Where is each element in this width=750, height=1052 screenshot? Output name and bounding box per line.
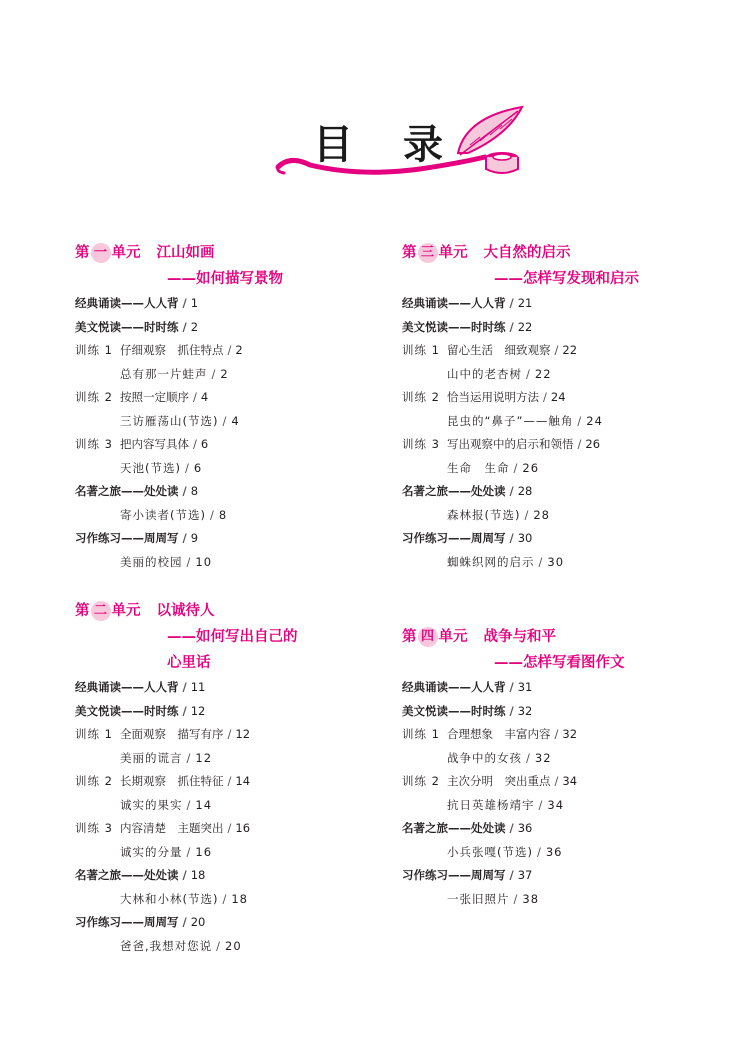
separator: / — [536, 844, 542, 859]
entry-title: 大林和小林(节选) — [120, 891, 219, 906]
entry-title: 主次分明 突出重点 — [447, 774, 551, 788]
separator: / — [209, 507, 215, 522]
training-label: 训练 2 — [75, 774, 113, 788]
separator: / — [577, 413, 583, 428]
separator: / — [524, 507, 530, 522]
entry-title: 全面观察 描写有序 — [120, 727, 224, 741]
toc-section-entry — [402, 480, 722, 504]
toc-article-entry — [402, 888, 722, 912]
toc-article-entry — [75, 363, 395, 387]
page-number: 32 — [562, 727, 578, 741]
toc-entries — [402, 676, 722, 911]
separator: / — [513, 891, 519, 906]
entry-title: 蜘蛛织网的启示 — [447, 554, 535, 569]
separator: / — [227, 727, 232, 741]
page-number: 11 — [190, 680, 206, 694]
entry-title: 仔细观察 抓住特点 — [120, 343, 224, 357]
page-number: 10 — [195, 554, 213, 569]
separator: / — [509, 680, 514, 694]
entry-title: 习作练习——周周写 — [402, 868, 506, 882]
separator: / — [186, 750, 192, 765]
separator: / — [222, 413, 228, 428]
training-label: 训练 3 — [402, 437, 440, 451]
separator: / — [182, 915, 187, 929]
toc-article-entry — [402, 457, 722, 481]
entry-title: 抗日英雄杨靖宇 — [447, 797, 535, 812]
toc-training-entry — [402, 770, 722, 794]
toc-article-entry — [402, 794, 722, 818]
page-number: 18 — [231, 891, 248, 906]
toc-section-entry — [75, 700, 395, 724]
toc-training-entry — [75, 723, 395, 747]
separator: / — [513, 460, 519, 475]
separator: / — [211, 366, 217, 381]
entry-title: 名著之旅——处处读 — [402, 821, 506, 835]
page-number: 21 — [517, 296, 533, 310]
separator: / — [193, 390, 197, 404]
unit-number-badge: 三 — [418, 243, 438, 263]
toc-section-entry — [75, 527, 395, 551]
entry-title: 恰当运用说明方法 — [447, 390, 539, 404]
training-label: 训练 1 — [402, 727, 440, 741]
training-label: 训练 2 — [75, 390, 113, 404]
page-number: 2 — [235, 343, 243, 357]
page-number: 28 — [533, 507, 550, 522]
unit-name: 战争与和平 — [483, 629, 556, 645]
entry-title: 一张旧照片 — [447, 891, 510, 906]
separator: / — [526, 750, 531, 765]
separator: / — [509, 703, 514, 718]
training-label: 训练 2 — [402, 390, 440, 404]
separator: / — [554, 774, 559, 788]
unit-subtitle-cont: 心里话 — [167, 655, 211, 671]
unit-heading: 第 四 单元 战争与和平 — [402, 629, 556, 645]
page-number: 30 — [547, 554, 565, 569]
entry-title: 习作练习——周周写 — [75, 915, 179, 929]
entry-title: 山中的老杏树 — [447, 366, 522, 381]
page-number: 12 — [195, 750, 213, 765]
toc-article-entry — [402, 841, 722, 865]
separator: / — [193, 437, 197, 451]
page-number: 6 — [193, 460, 203, 475]
entry-title: 三访雁荡山(节选) — [120, 413, 219, 428]
page-number: 36 — [545, 844, 563, 859]
toc-entries — [402, 292, 722, 574]
page-number: 12 — [190, 703, 206, 718]
separator: / — [509, 484, 514, 498]
toc-section-entry — [402, 864, 722, 888]
separator: / — [182, 319, 187, 334]
toc-article-entry — [402, 363, 722, 387]
page-number: 6 — [200, 437, 209, 451]
separator: / — [186, 797, 192, 812]
page-number: 24 — [550, 390, 566, 404]
entry-title: 留心生活 细致观察 — [447, 343, 551, 357]
separator: / — [216, 938, 222, 953]
entry-title: 名著之旅——处处读 — [75, 868, 179, 882]
toc-training-entry — [402, 433, 722, 457]
unit-heading: 第 三 单元 大自然的启示 — [402, 245, 571, 261]
separator: / — [554, 727, 559, 741]
toc-section-entry — [402, 316, 722, 340]
page-number: 22 — [517, 319, 533, 334]
entry-title: 美丽的校园 — [120, 554, 183, 569]
unit-number-badge: 二 — [91, 601, 111, 621]
entry-title: 按照一定顺序 — [120, 390, 189, 404]
toc-training-entry — [75, 339, 395, 363]
page-number: 30 — [517, 531, 533, 545]
entry-title: 合理想象 丰富内容 — [447, 727, 551, 741]
page-number: 22 — [534, 366, 552, 381]
separator: / — [182, 484, 187, 498]
toc-training-entry — [75, 386, 395, 410]
toc-training-entry — [75, 770, 395, 794]
toc-section-entry — [75, 864, 395, 888]
toc-article-entry — [75, 888, 395, 912]
toc-article-entry — [402, 747, 722, 771]
training-label: 训练 3 — [75, 821, 113, 835]
separator: / — [184, 460, 190, 475]
page-number: 28 — [517, 484, 533, 498]
separator: / — [182, 703, 187, 718]
separator: / — [182, 680, 187, 694]
entry-title: 内容清楚 主题突出 — [120, 821, 224, 835]
page-number: 26 — [522, 460, 540, 475]
unit-subtitle: ——如何描写景物 — [167, 271, 283, 287]
page-number: 34 — [547, 797, 565, 812]
entry-title: 爸爸,我想对您说 — [120, 938, 213, 953]
entry-title: 昆虫的“鼻子”——触角 — [447, 413, 574, 428]
entry-title: 长期观察 抓住特征 — [120, 774, 224, 788]
entry-title: 总有那一片蛙声 — [120, 366, 208, 381]
entry-title: 诚实的果实 — [120, 797, 183, 812]
page-number: 16 — [195, 844, 213, 859]
toc-training-entry — [402, 339, 722, 363]
page-number: 2 — [190, 319, 199, 334]
training-label: 训练 3 — [75, 437, 113, 451]
separator: / — [577, 437, 582, 451]
separator: / — [543, 390, 547, 404]
unit-number-badge: 四 — [418, 627, 438, 647]
separator: / — [222, 891, 228, 906]
page-header — [270, 95, 550, 185]
unit-4 — [402, 624, 722, 911]
toc-training-entry — [75, 817, 395, 841]
unit-heading: 第 二 单元 以诚待人 — [75, 603, 215, 619]
toc-section-entry — [75, 480, 395, 504]
toc-training-entry — [75, 433, 395, 457]
page-number: 32 — [517, 703, 533, 718]
page-number: 12 — [235, 727, 251, 741]
training-label: 训练 2 — [402, 774, 440, 788]
separator: / — [538, 554, 544, 569]
page-number: 18 — [190, 868, 206, 882]
toc-section-entry — [75, 292, 395, 316]
unit-name: 大自然的启示 — [483, 245, 571, 261]
training-label: 训练 1 — [75, 343, 113, 357]
toc-section-entry — [75, 676, 395, 700]
toc-article-entry — [75, 551, 395, 575]
separator: / — [554, 343, 559, 357]
page-number: 24 — [586, 413, 603, 428]
page-number: 37 — [517, 868, 533, 882]
entry-title: 小兵张嘎(节选) — [447, 844, 533, 859]
entry-title: 美文悦读——时时练 — [402, 319, 506, 334]
unit-name: 江山如画 — [156, 245, 215, 261]
page-number: 20 — [190, 915, 206, 929]
toc-section-entry — [402, 676, 722, 700]
toc-article-entry — [75, 794, 395, 818]
entry-title: 习作练习——周周写 — [75, 531, 179, 545]
page-number: 16 — [235, 821, 251, 835]
separator: / — [509, 296, 514, 310]
separator: / — [227, 774, 232, 788]
page-number: 4 — [200, 390, 209, 404]
separator: / — [509, 821, 514, 835]
separator: / — [509, 868, 514, 882]
separator: / — [227, 343, 232, 357]
toc-section-entry — [402, 527, 722, 551]
page-number: 34 — [562, 774, 578, 788]
entry-title: 经典诵读——人人背 — [402, 296, 506, 310]
page-number: 32 — [534, 750, 552, 765]
toc-article-entry — [75, 935, 395, 959]
page-number: 4 — [231, 413, 240, 428]
page-number: 2 — [220, 366, 229, 381]
toc-article-entry — [402, 410, 722, 434]
separator: / — [538, 797, 544, 812]
page-number: 38 — [522, 891, 540, 906]
toc-section-entry — [75, 911, 395, 935]
entry-title: 经典诵读——人人背 — [75, 680, 179, 694]
toc-section-entry — [402, 700, 722, 724]
page-number: 31 — [517, 680, 533, 694]
page-number: 9 — [190, 531, 199, 545]
separator: / — [526, 366, 531, 381]
unit-1 — [75, 240, 395, 574]
page-number: 14 — [195, 797, 213, 812]
unit-subtitle: ——怎样写发现和启示 — [494, 271, 639, 287]
separator: / — [182, 296, 187, 310]
page-number: 26 — [585, 437, 601, 451]
toc-entries — [75, 292, 395, 574]
toc-entries — [75, 676, 395, 958]
unit-subtitle: ——怎样写看图作文 — [494, 655, 625, 671]
page-number: 8 — [190, 484, 199, 498]
toc-article-entry — [75, 457, 395, 481]
page-title: 目录 — [313, 122, 493, 168]
entry-title: 战争中的女孩 — [447, 750, 522, 765]
toc-article-entry — [75, 504, 395, 528]
separator: / — [186, 554, 192, 569]
entry-title: 美文悦读——时时练 — [75, 319, 179, 334]
entry-title: 经典诵读——人人背 — [402, 680, 506, 694]
toc-article-entry — [75, 410, 395, 434]
separator: / — [227, 821, 232, 835]
entry-title: 天池(节选) — [120, 460, 181, 475]
entry-title: 诚实的分量 — [120, 844, 183, 859]
training-label: 训练 1 — [75, 727, 113, 741]
entry-title: 把内容写具体 — [120, 437, 189, 451]
page-number: 36 — [517, 821, 533, 835]
entry-title: 美丽的谎言 — [120, 750, 183, 765]
page-number: 14 — [235, 774, 251, 788]
unit-3 — [402, 240, 722, 574]
toc-training-entry — [402, 723, 722, 747]
toc-article-entry — [75, 841, 395, 865]
page-number: 20 — [225, 938, 242, 953]
toc-training-entry — [402, 386, 722, 410]
separator: / — [186, 844, 192, 859]
unit-name: 以诚待人 — [156, 603, 215, 619]
unit-subtitle: ——如何写出自己的 — [167, 629, 298, 645]
entry-title: 生命 生命 — [447, 460, 510, 475]
separator: / — [509, 319, 514, 334]
page-number: 8 — [218, 507, 228, 522]
page-number: 1 — [190, 296, 199, 310]
entry-title: 名著之旅——处处读 — [75, 484, 179, 498]
toc-article-entry — [402, 504, 722, 528]
entry-title: 经典诵读——人人背 — [75, 296, 179, 310]
training-label: 训练 1 — [402, 343, 440, 357]
entry-title: 美文悦读——时时练 — [75, 703, 179, 718]
entry-title: 习作练习——周周写 — [402, 531, 506, 545]
toc-article-entry — [75, 747, 395, 771]
toc-section-entry — [402, 817, 722, 841]
entry-title: 森林报(节选) — [447, 507, 521, 522]
toc-section-entry — [402, 292, 722, 316]
separator: / — [182, 868, 187, 882]
toc-article-entry — [402, 551, 722, 575]
entry-title: 写出观察中的启示和领悟 — [447, 437, 574, 451]
unit-heading: 第 一 单元 江山如画 — [75, 245, 215, 261]
separator: / — [509, 531, 514, 545]
unit-number-badge: 一 — [91, 243, 111, 263]
entry-title: 名著之旅——处处读 — [402, 484, 506, 498]
separator: / — [182, 531, 187, 545]
toc-section-entry — [75, 316, 395, 340]
page-number: 22 — [562, 343, 578, 357]
entry-title: 寄小读者(节选) — [120, 507, 206, 522]
entry-title: 美文悦读——时时练 — [402, 703, 506, 718]
unit-2 — [75, 598, 395, 958]
